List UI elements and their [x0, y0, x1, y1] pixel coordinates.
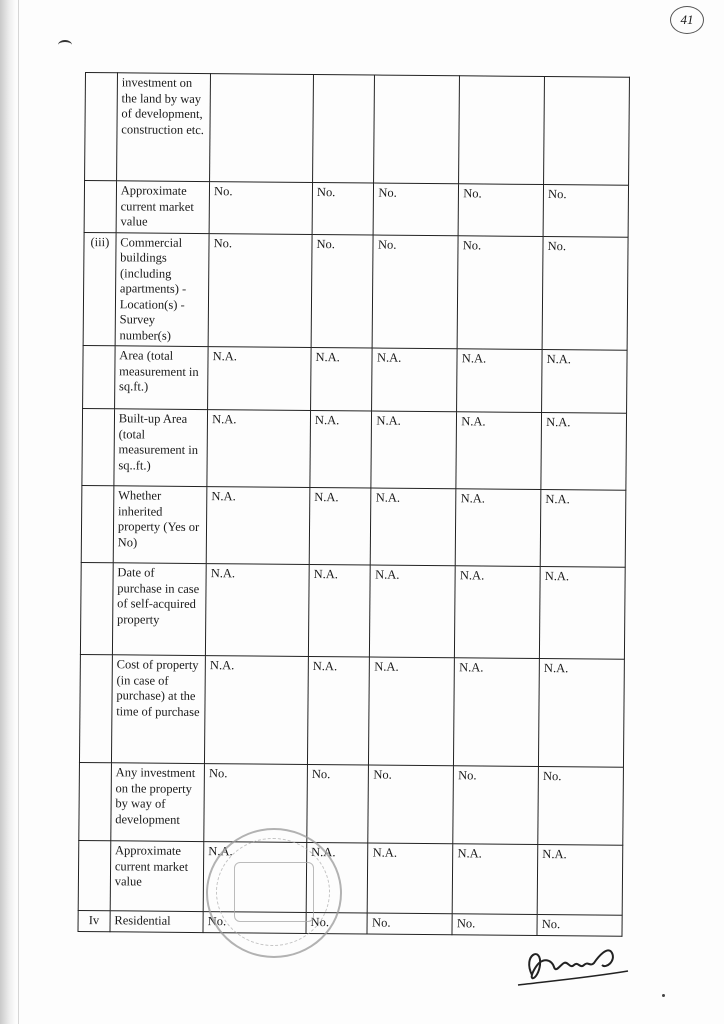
value-cell-col-5: N.A.: [537, 844, 622, 915]
row-index-cell: [82, 408, 114, 485]
value-cell-col-4: N.A.: [452, 844, 537, 915]
value-cell-col-3: N.A.: [368, 843, 453, 914]
row-label-cell: Area (total measurement in sq.ft.): [114, 346, 208, 410]
handwritten-signature: [512, 925, 632, 995]
row-label-cell: Cost of property (in case of purchase) at the time of purchase: [111, 655, 205, 764]
row-index-cell: Iv: [78, 910, 110, 931]
row-label-cell: Commercial buildings (including apartments) -Location(s) -Survey number(s): [115, 232, 209, 346]
value-cell-col-2: N.A.: [308, 564, 370, 657]
table-row: [79, 654, 624, 767]
binder-line: [18, 0, 19, 1024]
scan-dot: [662, 994, 665, 997]
table-row: [81, 485, 626, 567]
assets-declaration-table: [77, 72, 629, 936]
row-label-cell: Date of purchase in case of self-acquired property: [112, 563, 206, 656]
row-index-cell: [81, 485, 113, 562]
punch-mark: [58, 40, 72, 50]
row-index-cell: (iii): [83, 232, 116, 346]
row-index-cell: [78, 840, 110, 910]
row-index-cell: [85, 73, 118, 181]
value-cell-col-2: N.A.: [311, 347, 373, 411]
value-cell-col-2: N.A.: [306, 842, 368, 913]
value-cell-col-3: N.A.: [372, 348, 457, 412]
value-cell-col-4: No.: [453, 766, 539, 845]
value-cell-col-4: No.: [458, 184, 543, 236]
value-cell-col-4: N.A.: [454, 658, 540, 767]
value-cell-col-2: No.: [307, 764, 369, 843]
value-cell-col-4: No.: [452, 914, 537, 935]
value-cell-col-2: N.A.: [307, 656, 369, 765]
table-row: [85, 73, 630, 186]
value-cell-col-2: N.A.: [310, 410, 372, 488]
value-cell-col-1: N.A.: [203, 842, 306, 913]
table-row: [78, 840, 623, 915]
value-cell-col-5: N.A.: [541, 412, 627, 490]
row-label-cell: Any investment on the property by way of development: [111, 763, 205, 842]
value-cell-col-3: [374, 75, 460, 184]
value-cell-col-3: No.: [368, 765, 454, 844]
table-row: [84, 181, 628, 237]
row-label-cell: investment on the land by way of development, construction etc.: [116, 73, 210, 182]
value-cell-col-4: [459, 76, 545, 185]
row-label-cell: Built-up Area (total measurement in sq..ft.): [114, 409, 208, 487]
table-row: [79, 762, 624, 845]
value-cell-col-1: N.A.: [208, 347, 311, 411]
value-cell-col-2: No.: [312, 182, 374, 234]
value-cell-col-1: [210, 74, 314, 183]
value-cell-col-4: N.A.: [456, 412, 541, 490]
value-cell-col-5: N.A.: [539, 658, 625, 767]
table-row: [83, 232, 628, 350]
value-cell-col-5: N.A.: [540, 489, 626, 567]
value-cell-col-1: N.A.: [205, 656, 309, 765]
value-cell-col-5: N.A.: [540, 566, 626, 659]
row-label-cell: Approximate current market value: [110, 841, 204, 912]
binder-edge: [0, 0, 16, 1024]
value-cell-col-5: No.: [543, 185, 628, 237]
value-cell-col-3: No.: [367, 913, 452, 934]
value-cell-col-2: No.: [311, 234, 373, 348]
table-row: [82, 408, 627, 490]
value-cell-col-1: No.: [209, 182, 312, 234]
value-cell-col-3: No.: [374, 183, 459, 235]
value-cell-col-3: N.A.: [371, 488, 456, 566]
row-index-cell: [80, 562, 113, 654]
row-index-cell: [79, 654, 112, 762]
value-cell-col-1: N.A.: [207, 410, 311, 488]
value-cell-col-4: N.A.: [455, 566, 541, 659]
value-cell-col-4: N.A.: [456, 489, 541, 567]
row-label-cell: Whether inherited property (Yes or No): [113, 486, 207, 564]
page-number: [670, 6, 704, 34]
row-index-cell: [79, 762, 111, 840]
value-cell-col-3: N.A.: [369, 657, 455, 766]
value-cell-col-2: [313, 74, 375, 183]
value-cell-col-1: N.A.: [206, 564, 310, 657]
row-index-cell: [83, 345, 115, 408]
page-number-text: 41: [680, 12, 694, 27]
value-cell-col-1: N.A.: [206, 487, 310, 565]
value-cell-col-5: N.A.: [542, 350, 627, 414]
value-cell-col-1: No.: [208, 233, 312, 347]
value-cell-col-3: N.A.: [371, 411, 456, 489]
value-cell-col-5: No.: [542, 236, 628, 350]
row-label-cell: Approximate current market value: [116, 181, 210, 233]
row-label-cell: Residential: [110, 911, 203, 932]
row-index-cell: [84, 181, 116, 233]
value-cell-col-1: No.: [204, 764, 308, 843]
value-cell-col-3: N.A.: [370, 565, 456, 658]
value-cell-col-5: No.: [537, 914, 622, 935]
value-cell-col-2: No.: [306, 912, 368, 933]
value-cell-col-3: No.: [373, 235, 459, 349]
table-row: [80, 562, 625, 659]
value-cell-col-1: No.: [203, 912, 306, 933]
table-row: [83, 345, 628, 413]
value-cell-col-5: [544, 77, 630, 186]
value-cell-col-4: No.: [457, 235, 543, 349]
value-cell-col-2: N.A.: [309, 487, 371, 565]
value-cell-col-4: N.A.: [457, 349, 542, 413]
value-cell-col-5: No.: [538, 766, 624, 845]
